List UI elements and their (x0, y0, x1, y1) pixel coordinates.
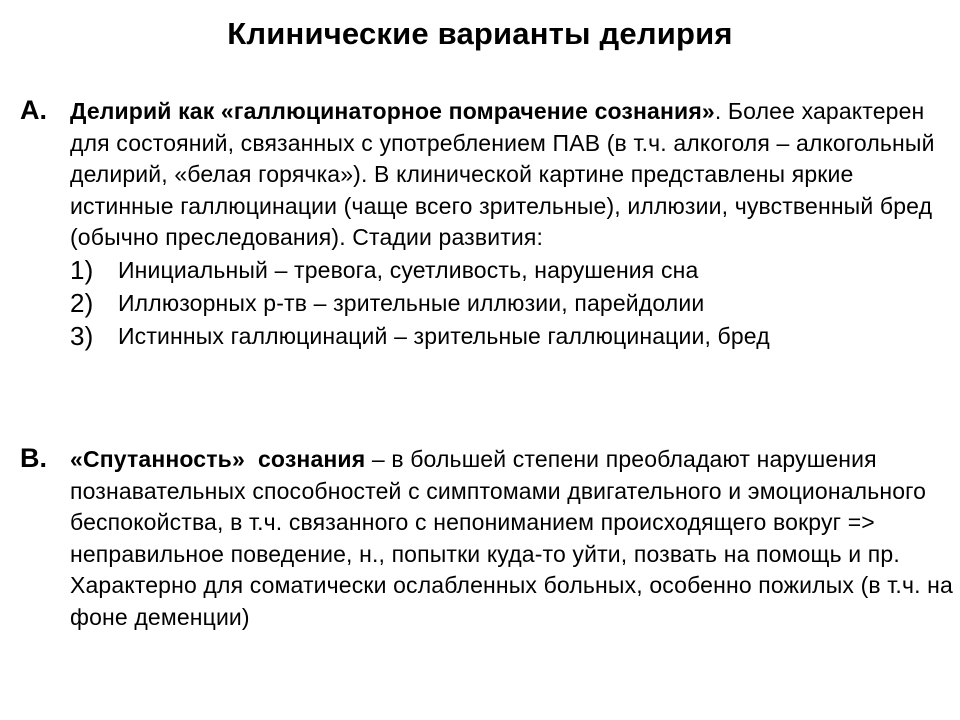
stage-item (70, 287, 955, 320)
section-b-heading-part1: «Спутанность» (70, 446, 245, 472)
stage-number: 2) (70, 287, 94, 318)
section-b-paragraph (70, 444, 955, 633)
stages-list (70, 254, 955, 353)
section-a-paragraph (70, 96, 955, 254)
stage-number: 3) (70, 320, 94, 351)
section-b (20, 444, 955, 633)
stage-item (70, 320, 955, 353)
stage-number: 1) (70, 254, 94, 285)
stage-text: Иллюзорных р-тв – зрительные иллюзии, парейдолии (118, 289, 705, 316)
slide-title: Клинические варианты делирия (227, 16, 733, 51)
stage-item (70, 254, 955, 287)
section-a-text: . Более характерен для состояний, связанных с употреблением ПАВ (в т.ч. алкоголя – алкогольный делирий, «белая горячка»). В клинической картине представлены яркие истинные галлюцинации (чаще всего зрительные), иллюзии, чувственный бред (обычно преследования). Стадии развития: (70, 98, 935, 250)
section-a (20, 96, 955, 353)
stage-text: Инициальный – тревога, суетливость, нарушения сна (118, 256, 699, 283)
section-b-heading-part2: сознания (257, 446, 366, 472)
section-b-marker: B. (20, 443, 47, 473)
section-b-text: – в большей степени преобладают нарушения познавательных способностей с симптомами двигательного и эмоционального беспокойства, в т.ч. связанного с непониманием происходящего вокруг => неправильное поведение, н., попытки куда-то уйти, позвать на помощь и пр. Характерно для соматически ослабленных больных, особенно пожилых (в т.ч. на фоне деменции) (70, 446, 953, 630)
stage-text: Истинных галлюцинаций – зрительные галлюцинации, бред (118, 322, 770, 349)
section-a-marker: A. (20, 95, 47, 125)
section-a-heading: Делирий как «галлюцинаторное помрачение сознания» (70, 98, 715, 124)
